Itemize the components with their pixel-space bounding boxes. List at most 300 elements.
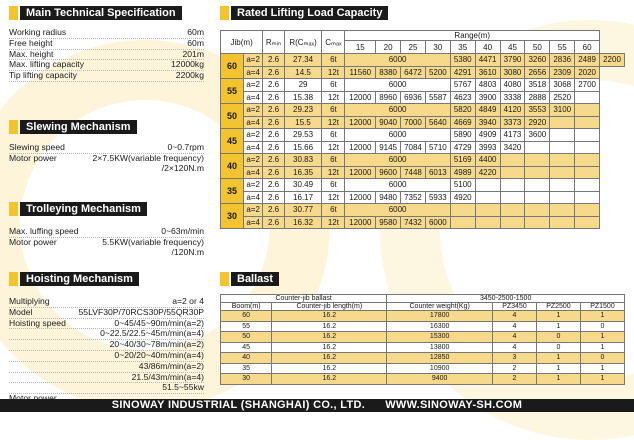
cmax-value: 12t (322, 116, 345, 129)
load-cell: 6936 (401, 91, 426, 104)
spec-value: 43/86m/min(a=2) (138, 360, 204, 371)
spec-value: 21.5/43m/min(a=4) (131, 371, 204, 382)
ballast-cell: 1 (536, 374, 580, 385)
ballast-cell: 60 (221, 311, 272, 322)
spec-label: Max. lifting capacity (9, 59, 84, 70)
load-cell-empty (575, 166, 600, 179)
rmin-value: 2.6 (263, 66, 284, 79)
jib-header: Jib(m) (221, 31, 263, 54)
load-row (221, 129, 625, 142)
reeving: a=2 (244, 104, 263, 117)
load-cell: 12000 (345, 91, 376, 104)
ballast-group-header: 3450-2500-1500 (387, 295, 625, 303)
cmax-value: 6t (322, 54, 345, 67)
load-merged-cell: 6000 (345, 104, 450, 117)
load-cell: 2700 (575, 79, 600, 92)
spec-value: 2200kg (175, 70, 204, 81)
ballast-cell: 17800 (387, 311, 493, 322)
load-cell: 2200 (600, 54, 625, 67)
rcmax-value: 15.5 (284, 116, 322, 129)
load-row (221, 216, 625, 229)
load-cell: 4173 (500, 129, 525, 142)
spec-label: Free height (9, 37, 53, 48)
load-section-header (220, 6, 388, 20)
load-cell: 3518 (525, 79, 550, 92)
load-cell: 4120 (500, 104, 525, 117)
load-cell: 9480 (376, 191, 401, 204)
spec-value: 0~63m/min (161, 226, 204, 236)
load-cell: 12000 (345, 216, 376, 229)
ballast-cols-row (221, 303, 625, 311)
load-row (221, 104, 625, 117)
load-row (221, 166, 625, 179)
cmax-value: 12t (322, 91, 345, 104)
load-cell: 4803 (475, 79, 500, 92)
rmin-header: Rₘᵢₙ (263, 31, 284, 54)
section-accent-bar (9, 202, 18, 216)
cmax-value: 12t (322, 216, 345, 229)
range-value: 15 (345, 41, 376, 54)
ballast-cell: 16.2 (272, 332, 387, 343)
slewing-spec-list (9, 143, 204, 173)
load-cell: 7432 (401, 216, 426, 229)
load-cell-empty (475, 204, 500, 217)
footer-company: SINOWAY INDUSTRIAL (SHANGHAI) CO., LTD. (111, 399, 366, 411)
jib-length: 30 (221, 204, 244, 229)
load-cell: 5169 (450, 154, 475, 167)
rcmax-value: 29.53 (284, 129, 322, 142)
ballast-cell: 4 (492, 321, 536, 332)
spec-value: 0~20/20~40m/min(a=4) (114, 349, 204, 360)
range-value: 50 (525, 41, 550, 54)
section-accent-bar (9, 6, 18, 20)
load-cell: 3600 (525, 129, 550, 142)
ballast-col-header: Boom(m) (221, 303, 272, 311)
load-cell: 6000 (425, 216, 450, 229)
load-cell-empty (575, 104, 600, 117)
ballast-cell: 0 (536, 332, 580, 343)
spec-value: 5.5KW(variable frequency) (102, 236, 204, 247)
load-cell-empty (550, 116, 575, 129)
ballast-row (221, 311, 625, 322)
spec-value: 201m (182, 48, 204, 59)
ballast-col-header: PZ3450 (492, 303, 536, 311)
load-cell: 3080 (500, 66, 525, 79)
ballast-cell: 0 (536, 342, 580, 353)
load-cell-empty (500, 191, 525, 204)
load-cell: 3940 (475, 116, 500, 129)
spec-value-continuation: /120N.m (171, 246, 204, 257)
load-capacity-table (220, 30, 625, 229)
load-row (221, 191, 625, 204)
reeving: a=4 (244, 116, 263, 129)
rcmax-value: 16.17 (284, 191, 322, 204)
spec-value: 20~40/30~78m/min(a=2) (109, 339, 204, 350)
load-cell: 2656 (525, 66, 550, 79)
load-cell: 4623 (450, 91, 475, 104)
section-accent-bar (220, 272, 229, 286)
reeving: a=4 (244, 91, 263, 104)
load-cell-empty (500, 154, 525, 167)
load-cell: 12000 (345, 166, 376, 179)
ballast-cell: 1 (580, 363, 624, 374)
rcmax-value: 27.34 (284, 54, 322, 67)
cmax-value: 6t (322, 154, 345, 167)
ballast-cell: 4 (492, 342, 536, 353)
load-cell: 4920 (450, 191, 475, 204)
load-cell: 2020 (575, 66, 600, 79)
slewing-section-title: Slewing Mechanism (20, 120, 137, 134)
cmax-value: 6t (322, 129, 345, 142)
technical-spec-list (9, 28, 204, 82)
section-accent-bar (9, 272, 18, 286)
load-merged-cell: 6000 (345, 54, 450, 67)
ballast-cell: 9400 (387, 374, 493, 385)
ballast-cell: 16.2 (272, 321, 387, 332)
load-cell: 5100 (450, 179, 475, 192)
load-cell: 7448 (401, 166, 426, 179)
load-cell-empty (500, 216, 525, 229)
ballast-row (221, 342, 625, 353)
load-cell: 3420 (500, 141, 525, 154)
range-value: 40 (475, 41, 500, 54)
rmin-value: 2.6 (263, 91, 284, 104)
load-cell-empty (550, 204, 575, 217)
footer-bar (0, 399, 634, 412)
ballast-cell: 1 (536, 363, 580, 374)
load-cell-empty (525, 166, 550, 179)
spec-label: Multiplying (9, 296, 50, 306)
load-cell: 4220 (475, 166, 500, 179)
load-cell-empty (475, 216, 500, 229)
ballast-cell: 16.2 (272, 374, 387, 385)
cmax-value: 6t (322, 204, 345, 217)
load-header-row (221, 31, 625, 41)
ballast-cell: 1 (536, 321, 580, 332)
ballast-cell: 0 (580, 321, 624, 332)
spec-value: 0~22.5/22.5~45m/min(a=4) (100, 328, 204, 339)
load-cell-empty (575, 191, 600, 204)
spec-label: Motor power (9, 236, 57, 247)
jib-length: 45 (221, 129, 244, 154)
ballast-cell: 16.2 (272, 311, 387, 322)
ballast-row (221, 321, 625, 332)
ballast-cell: 40 (221, 353, 272, 364)
ballast-cell: 1 (580, 342, 624, 353)
load-cell: 2489 (575, 54, 600, 67)
slewing-section-header (9, 120, 137, 134)
load-cell: 2836 (550, 54, 575, 67)
load-cell: 3260 (525, 54, 550, 67)
load-cell: 5890 (450, 129, 475, 142)
load-cell-empty (550, 179, 575, 192)
ballast-cell: 16.2 (272, 342, 387, 353)
load-cell: 3610 (475, 66, 500, 79)
load-cell: 9580 (376, 216, 401, 229)
spec-value: 2×7.5KW(variable frequency) (92, 152, 204, 163)
load-cell-empty (525, 179, 550, 192)
reeving: a=4 (244, 141, 263, 154)
spec-row (9, 71, 204, 82)
rmin-value: 2.6 (263, 191, 284, 204)
spec-value: 0~0.7rpm (167, 142, 204, 152)
rmin-value: 2.6 (263, 116, 284, 129)
load-cell-empty (575, 204, 600, 217)
load-cell-empty (450, 216, 475, 229)
load-row (221, 116, 625, 129)
load-cell: 8380 (376, 66, 401, 79)
ballast-cell: 1 (536, 353, 580, 364)
section-accent-bar (220, 6, 229, 20)
load-cell-empty (550, 129, 575, 142)
ballast-cell: 45 (221, 342, 272, 353)
ballast-cell: 0 (580, 353, 624, 364)
reeving: a=2 (244, 204, 263, 217)
load-cell: 5710 (425, 141, 450, 154)
load-cell: 7084 (401, 141, 426, 154)
ballast-cell: 35 (221, 363, 272, 374)
rcmax-value: 30.77 (284, 204, 322, 217)
load-cell-empty (450, 204, 475, 217)
load-cell: 3993 (475, 141, 500, 154)
rcmax-header: R(Cₘₐₓ) (284, 31, 322, 54)
rmin-value: 2.6 (263, 79, 284, 92)
ballast-cell: 1 (580, 332, 624, 343)
ballast-col-header: PZ2500 (536, 303, 580, 311)
load-cell: 5200 (425, 66, 450, 79)
jib-length: 60 (221, 54, 244, 79)
ballast-cell: 2 (492, 374, 536, 385)
load-cell-empty (525, 141, 550, 154)
ballast-cell: 16.2 (272, 363, 387, 374)
ballast-cell: 10900 (387, 363, 493, 374)
cmax-value: 12t (322, 66, 345, 79)
rmin-value: 2.6 (263, 216, 284, 229)
load-cell: 4080 (500, 79, 525, 92)
load-cell: 12000 (345, 191, 376, 204)
spec-value: 60m (187, 37, 204, 48)
spec-value: 60m (187, 27, 204, 37)
load-cell: 5587 (425, 91, 450, 104)
trolleying-section-title: Trolleying Mechanism (20, 202, 147, 216)
hoisting-spec-list (9, 297, 204, 404)
ballast-cell: 16300 (387, 321, 493, 332)
spec-label: Max. height (9, 48, 54, 59)
rcmax-value: 30.83 (284, 154, 322, 167)
ballast-col-header: Counter-jib length(m) (272, 303, 387, 311)
load-cell: 3068 (550, 79, 575, 92)
load-cell: 7000 (401, 116, 426, 129)
load-cell: 3373 (500, 116, 525, 129)
counter-jib-ballast-header: Counter-jib ballast (221, 295, 387, 303)
load-cell-empty (475, 191, 500, 204)
load-cell-empty (525, 216, 550, 229)
rcmax-value: 29 (284, 79, 322, 92)
load-cell: 5640 (425, 116, 450, 129)
load-section-title: Rated Lifting Load Capacity (231, 6, 388, 20)
load-cell-empty (525, 204, 550, 217)
cmax-value: 6t (322, 179, 345, 192)
load-cell: 3338 (500, 91, 525, 104)
technical-section-title: Main Technical Specification (20, 6, 182, 20)
load-cell-empty (500, 166, 525, 179)
ballast-cell: 1 (536, 311, 580, 322)
load-cell-empty (550, 216, 575, 229)
hoisting-section-title: Hoisting Mechanism (20, 272, 139, 286)
load-cell-empty (500, 179, 525, 192)
trolleying-section-header (9, 202, 147, 216)
load-cell-empty (575, 216, 600, 229)
load-cell: 5767 (450, 79, 475, 92)
ballast-cell: 30 (221, 374, 272, 385)
load-cell: 2920 (525, 116, 550, 129)
spec-label: Motor power (9, 152, 57, 163)
cmax-value: 6t (322, 79, 345, 92)
load-cell-empty (575, 154, 600, 167)
jib-length: 50 (221, 104, 244, 129)
reeving: a=2 (244, 179, 263, 192)
technical-section-header (9, 6, 182, 20)
load-cell: 4729 (450, 141, 475, 154)
section-accent-bar (9, 120, 18, 134)
rcmax-value: 30.49 (284, 179, 322, 192)
load-cell: 2520 (550, 91, 575, 104)
load-merged-cell: 6000 (345, 154, 450, 167)
reeving: a=2 (244, 54, 263, 67)
load-merged-cell: 6000 (345, 179, 450, 192)
ballast-col-header: Counter weight(Kg) (387, 303, 493, 311)
cmax-value: 12t (322, 191, 345, 204)
cmax-value: 12t (322, 166, 345, 179)
load-cell-empty (500, 204, 525, 217)
spec-value: a=2 or 4 (172, 296, 204, 306)
load-cell: 4400 (475, 154, 500, 167)
spec-label: Model (9, 306, 33, 317)
ballast-section-header (220, 272, 279, 286)
load-cell: 4909 (475, 129, 500, 142)
rmin-value: 2.6 (263, 104, 284, 117)
spec-value: 12000kg (171, 59, 204, 70)
load-cell: 5380 (450, 54, 475, 67)
ballast-table (220, 294, 625, 385)
ballast-row (221, 374, 625, 385)
load-cell: 8960 (376, 91, 401, 104)
rcmax-value: 16.35 (284, 166, 322, 179)
load-cell: 4669 (450, 116, 475, 129)
load-cell-empty (550, 141, 575, 154)
load-cell: 7352 (401, 191, 426, 204)
ballast-cell: 3 (492, 353, 536, 364)
cmax-value: 12t (322, 141, 345, 154)
range-value: 20 (376, 41, 401, 54)
rmin-value: 2.6 (263, 129, 284, 142)
load-cell-empty (575, 129, 600, 142)
reeving: a=4 (244, 166, 263, 179)
jib-length: 55 (221, 79, 244, 104)
rmin-value: 2.6 (263, 204, 284, 217)
cmax-value: 6t (322, 104, 345, 117)
ballast-row (221, 363, 625, 374)
load-row (221, 179, 625, 192)
load-row (221, 54, 625, 67)
spec-value: 51.5~55kw (162, 382, 204, 393)
load-cell: 3553 (525, 104, 550, 117)
spec-value-continuation: /2×120N.m (161, 162, 204, 173)
load-cell: 4989 (450, 166, 475, 179)
trolleying-spec-list (9, 227, 204, 257)
ballast-cell: 13800 (387, 342, 493, 353)
reeving: a=4 (244, 216, 263, 229)
range-value: 30 (425, 41, 450, 54)
ballast-cell: 2 (492, 363, 536, 374)
spec-row (9, 39, 204, 50)
range-header: Range(m) (345, 31, 600, 41)
load-cell: 4291 (450, 66, 475, 79)
load-cell: 6472 (401, 66, 426, 79)
rcmax-value: 16.32 (284, 216, 322, 229)
rmin-value: 2.6 (263, 166, 284, 179)
load-cell: 6013 (425, 166, 450, 179)
rcmax-value: 29.23 (284, 104, 322, 117)
spec-value: 55LVF30P/70RCS30P/55QR30P (78, 306, 204, 317)
rcmax-value: 15.38 (284, 91, 322, 104)
ballast-section-title: Ballast (231, 272, 279, 286)
load-cell: 2309 (550, 66, 575, 79)
ballast-col-header: PZ1500 (580, 303, 624, 311)
load-cell-empty (550, 154, 575, 167)
ballast-group-row (221, 295, 625, 303)
load-cell-empty (550, 166, 575, 179)
spec-label: Hoisting speed (9, 317, 66, 328)
reeving: a=4 (244, 66, 263, 79)
load-merged-cell: 6000 (345, 204, 450, 217)
hoisting-section-header (9, 272, 139, 286)
footer-website: WWW.SINOWAY-SH.COM (385, 399, 523, 411)
rmin-value: 2.6 (263, 141, 284, 154)
load-cell: 9600 (376, 166, 401, 179)
reeving: a=2 (244, 129, 263, 142)
ballast-cell: 16.2 (272, 353, 387, 364)
spec-label: Slewing speed (9, 142, 65, 152)
jib-length: 40 (221, 154, 244, 179)
ballast-cell: 55 (221, 321, 272, 332)
load-row (221, 66, 625, 79)
load-cell-empty (475, 179, 500, 192)
load-cell: 5933 (425, 191, 450, 204)
load-row (221, 204, 625, 217)
range-value: 35 (450, 41, 475, 54)
spec-label: Working radius (9, 27, 67, 37)
ballast-cell: 15300 (387, 332, 493, 343)
jib-length: 35 (221, 179, 244, 204)
range-value: 60 (575, 41, 600, 54)
ballast-row (221, 332, 625, 343)
ballast-cell: 1 (580, 311, 624, 322)
spec-row (9, 308, 204, 319)
load-cell-empty (525, 191, 550, 204)
range-value: 55 (550, 41, 575, 54)
rcmax-value: 15.66 (284, 141, 322, 154)
load-merged-cell: 6000 (345, 79, 450, 92)
load-cell: 4849 (475, 104, 500, 117)
reeving: a=2 (244, 79, 263, 92)
ballast-cell: 4 (492, 311, 536, 322)
load-cell: 12000 (345, 116, 376, 129)
load-cell-empty (575, 91, 600, 104)
range-value: 25 (401, 41, 426, 54)
reeving: a=2 (244, 154, 263, 167)
reeving: a=4 (244, 191, 263, 204)
